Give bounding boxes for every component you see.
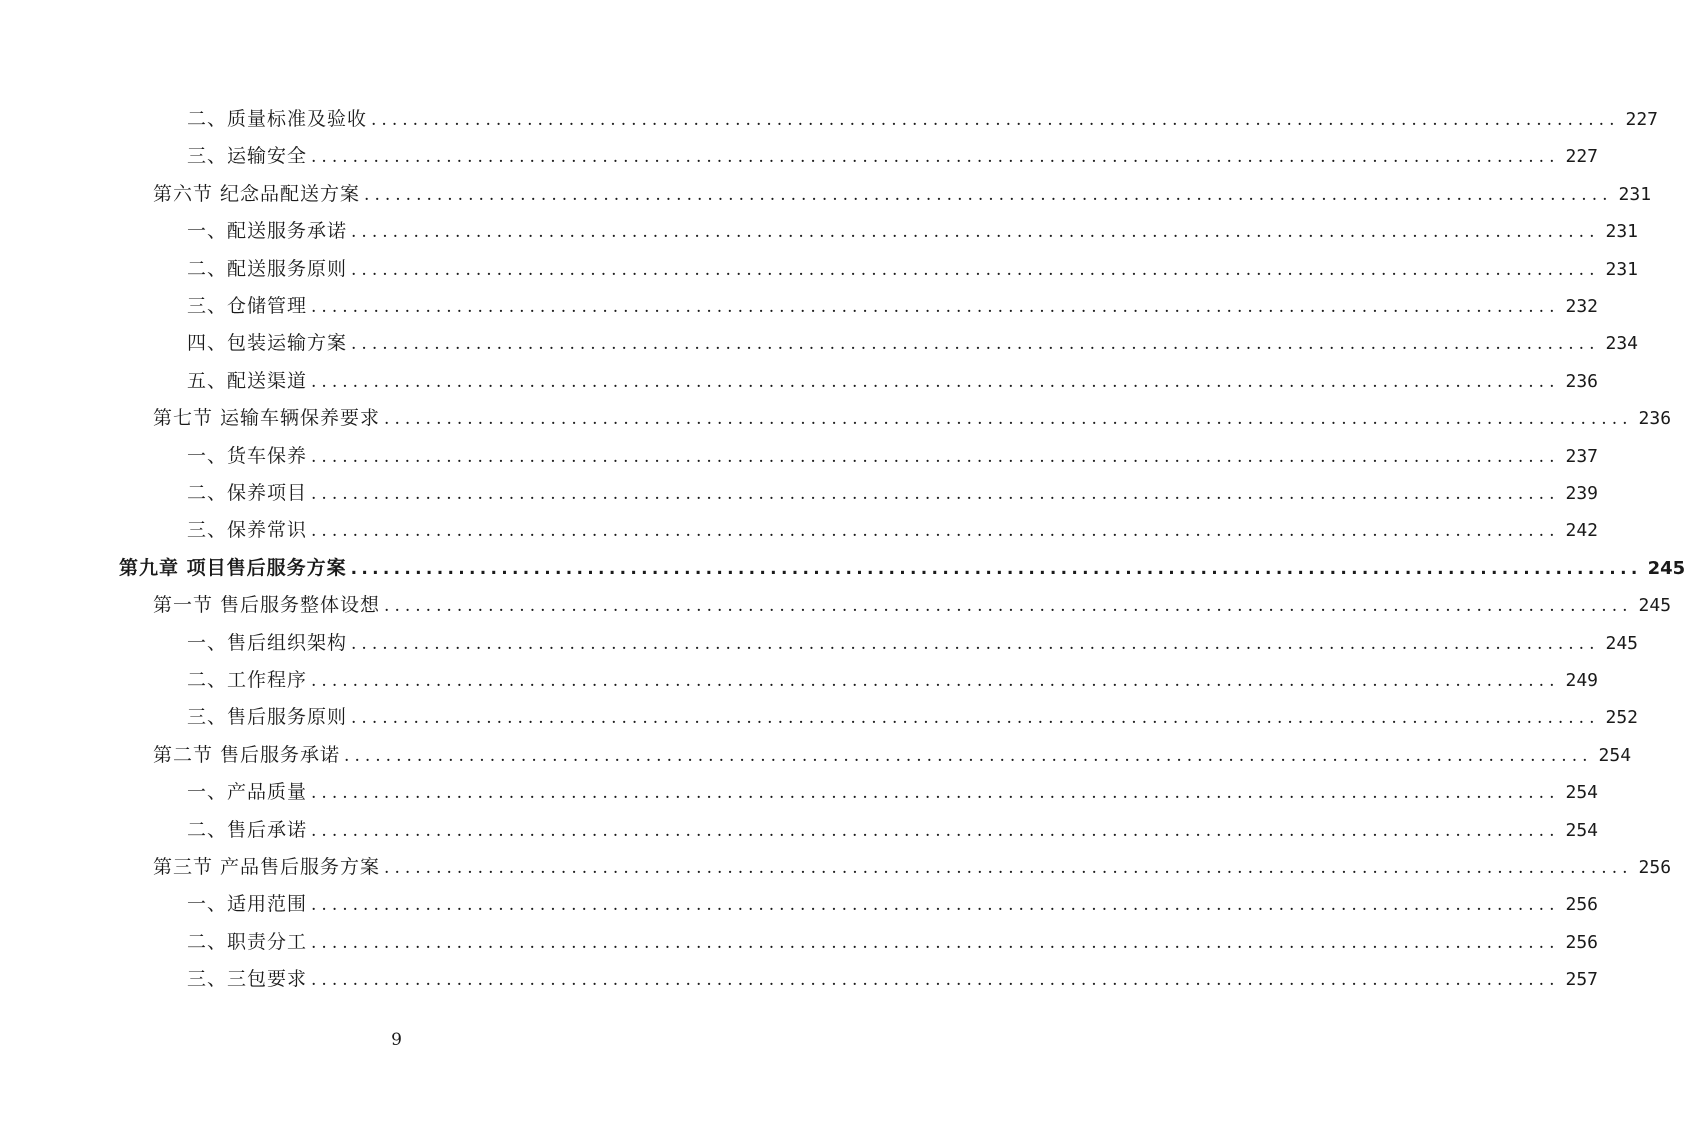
toc-subsection-entry (187, 515, 1598, 545)
toc-leader-dots: ........................................................................................................................ (371, 110, 1620, 130)
toc-entry-label: 三、仓储管理 (187, 295, 308, 317)
toc-leader-dots: ........................................................................................................................ (351, 334, 1600, 355)
toc-subsection-entry (187, 104, 1658, 134)
toc-entry-label: 第一节 售后服务整体设想 (153, 594, 381, 617)
toc-leader-dots: ........................................................................................................................ (311, 521, 1560, 542)
toc-subsection-entry (187, 665, 1598, 695)
toc-leader-dots: ........................................................................................................................ (384, 858, 1633, 878)
toc-section-entry (153, 590, 1672, 620)
toc-entry-page: 236 (1638, 408, 1672, 430)
page-number: 9 (391, 1030, 402, 1050)
toc-section-entry (153, 403, 1672, 433)
toc-section-entry (153, 852, 1672, 882)
toc-entry-page: 254 (1598, 744, 1632, 766)
toc-entry-page: 254 (1565, 819, 1598, 841)
toc-leader-dots: ........................................................................................................................ (351, 708, 1600, 729)
toc-subsection-entry (187, 702, 1638, 732)
toc-section-entry (153, 740, 1632, 770)
toc-entry-label: 三、运输安全 (187, 145, 308, 168)
toc-subsection-entry (187, 927, 1598, 957)
toc-entry-page: 227 (1565, 146, 1598, 168)
toc-leader-dots: ........................................................................................................................ (344, 745, 1593, 766)
toc-entry-page: 242 (1565, 520, 1598, 542)
toc-entry-label: 第三节 产品售后服务方案 (153, 856, 381, 878)
toc-subsection-entry (187, 889, 1598, 919)
toc-entry-label: 第二节 售后服务承诺 (153, 743, 341, 766)
toc-entry-page: 234 (1605, 333, 1638, 355)
toc-leader-dots: ........................................................................................................................ (350, 558, 1642, 579)
toc-entry-page: 231 (1605, 258, 1638, 280)
toc-leader-dots: ........................................................................................................................ (364, 184, 1613, 205)
toc-entry-label: 一、产品质量 (187, 781, 308, 804)
toc-subsection-entry (187, 478, 1598, 508)
toc-entry-page: 256 (1638, 857, 1672, 878)
toc-leader-dots: ........................................................................................................................ (384, 409, 1633, 430)
toc-entry-page: 256 (1565, 931, 1598, 953)
toc-leader-dots: ........................................................................................................................ (311, 671, 1560, 691)
toc-chapter-entry (119, 553, 1685, 583)
toc-subsection-entry (187, 254, 1638, 284)
toc-entry-page: 237 (1565, 445, 1598, 467)
toc-entry-label: 第六节 纪念品配送方案 (153, 182, 361, 205)
toc-entry-page: 245 (1638, 595, 1672, 617)
toc-subsection-entry (187, 777, 1598, 807)
toc-entry-page: 231 (1605, 221, 1638, 243)
toc-leader-dots: ........................................................................................................................ (351, 633, 1600, 654)
toc-entry-label: 第九章 项目售后服务方案 (119, 556, 347, 579)
toc-leader-dots: ........................................................................................................................ (311, 446, 1560, 467)
toc-subsection-entry (187, 328, 1638, 358)
toc-entry-page: 245 (1605, 632, 1638, 654)
toc-subsection-entry (187, 441, 1598, 471)
toc-entry-page: 257 (1565, 969, 1598, 991)
toc-entry-label: 一、售后组织架构 (187, 631, 348, 654)
toc-entry-label: 五、配送渠道 (187, 369, 308, 392)
toc-entry-page: 231 (1618, 183, 1652, 205)
toc-leader-dots: ........................................................................................................................ (351, 259, 1600, 280)
toc-section-entry (153, 179, 1652, 209)
toc-entry-page: 256 (1565, 894, 1598, 916)
toc-leader-dots: ........................................................................................................................ (351, 222, 1600, 243)
toc-entry-label: 三、保养常识 (187, 519, 308, 542)
toc-entry-page: 232 (1565, 296, 1598, 317)
toc-leader-dots: ........................................................................................................................ (311, 297, 1560, 317)
toc-leader-dots: ........................................................................................................................ (311, 371, 1560, 392)
toc-entry-page: 236 (1565, 370, 1598, 392)
toc-subsection-entry (187, 815, 1598, 845)
toc-entry-page: 227 (1625, 109, 1658, 130)
toc-leader-dots: ........................................................................................................................ (311, 970, 1560, 991)
toc-leader-dots: ........................................................................................................................ (311, 820, 1560, 841)
toc-subsection-entry (187, 141, 1598, 171)
toc-leader-dots: ........................................................................................................................ (311, 932, 1560, 953)
toc-entry-label: 一、货车保养 (187, 444, 308, 467)
toc-entry-page: 239 (1565, 483, 1598, 504)
toc-subsection-entry (187, 628, 1638, 658)
toc-subsection-entry (187, 964, 1598, 994)
toc-entry-label: 二、工作程序 (187, 669, 308, 691)
toc-leader-dots: ........................................................................................................................ (311, 147, 1560, 168)
toc-entry-label: 四、包装运输方案 (187, 332, 348, 355)
toc-subsection-entry (187, 216, 1638, 246)
toc-entry-label: 一、适用范围 (187, 893, 308, 916)
toc-entry-page: 245 (1647, 557, 1685, 579)
toc-leader-dots: ........................................................................................................................ (384, 596, 1633, 617)
toc-leader-dots: ........................................................................................................................ (311, 484, 1560, 504)
toc-entry-label: 二、保养项目 (187, 482, 308, 504)
toc-entry-label: 三、售后服务原则 (187, 706, 348, 729)
toc-entry-page: 252 (1605, 707, 1638, 729)
toc-entry-page: 249 (1565, 670, 1598, 691)
toc-subsection-entry (187, 366, 1598, 396)
toc-entry-page: 254 (1565, 782, 1598, 804)
toc-entry-label: 二、职责分工 (187, 930, 308, 953)
toc-entry-label: 二、配送服务原则 (187, 257, 348, 280)
toc-subsection-entry (187, 291, 1598, 321)
toc-entry-label: 二、售后承诺 (187, 818, 308, 841)
toc-leader-dots: ........................................................................................................................ (311, 895, 1560, 916)
toc-entry-label: 三、三包要求 (187, 968, 308, 991)
toc-entry-label: 第七节 运输车辆保养要求 (153, 407, 381, 430)
toc-leader-dots: ........................................................................................................................ (311, 783, 1560, 804)
toc-entry-label: 二、质量标准及验收 (187, 108, 368, 130)
toc-entry-label: 一、配送服务承诺 (187, 220, 348, 243)
